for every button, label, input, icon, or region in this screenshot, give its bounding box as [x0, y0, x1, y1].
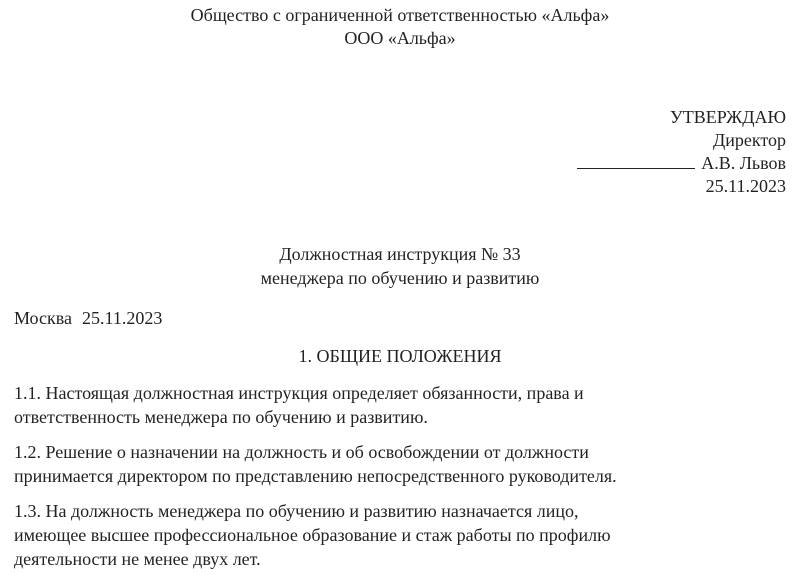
- item-line: ответственность менеджера по обучению и развитию.: [14, 407, 428, 427]
- place-and-date: [14, 306, 162, 330]
- item-line: принимается директором по представлению непосредственного руководителя.: [14, 466, 617, 486]
- section-items: [14, 381, 790, 582]
- item-line: 1.2. Решение о назначении на должность и об освобождении от должности: [14, 442, 589, 462]
- organization-header: [0, 4, 800, 50]
- item-line: 1.1. Настоящая должностная инструкция определяет обязанности, права и: [14, 383, 584, 403]
- item-line: деятельности не менее двух лет.: [14, 549, 261, 569]
- approver-signature-row: [577, 152, 786, 175]
- approval-block: [577, 106, 786, 198]
- approver-position: Директор: [712, 130, 786, 150]
- section-title: 1. ОБЩИЕ ПОЛОЖЕНИЯ: [298, 346, 502, 366]
- signature-line: [577, 152, 695, 169]
- document-title-line-1: Должностная инструкция № 33: [279, 244, 521, 264]
- organization-full-name: Общество с ограниченной ответственностью «Альфа»: [190, 5, 610, 25]
- document-date: 25.11.2023: [82, 308, 163, 328]
- document-city: Москва: [14, 308, 72, 328]
- item-line: 1.3. На должность менеджера по обучению и развитию назначается лицо,: [14, 501, 579, 521]
- document-title: [0, 242, 800, 290]
- organization-short-name: ООО «Альфа»: [344, 28, 456, 48]
- section-item: [14, 381, 790, 429]
- approver-name: А.В. Львов: [701, 153, 786, 173]
- item-line: имеющее высшее профессиональное образование и стаж работы по профилю: [14, 525, 611, 545]
- approval-date: 25.11.2023: [705, 176, 786, 196]
- section-item: [14, 440, 790, 488]
- section-item: [14, 499, 790, 571]
- approval-label: УТВЕРЖДАЮ: [669, 107, 786, 127]
- document-title-line-2: менеджера по обучению и развитию: [260, 268, 540, 288]
